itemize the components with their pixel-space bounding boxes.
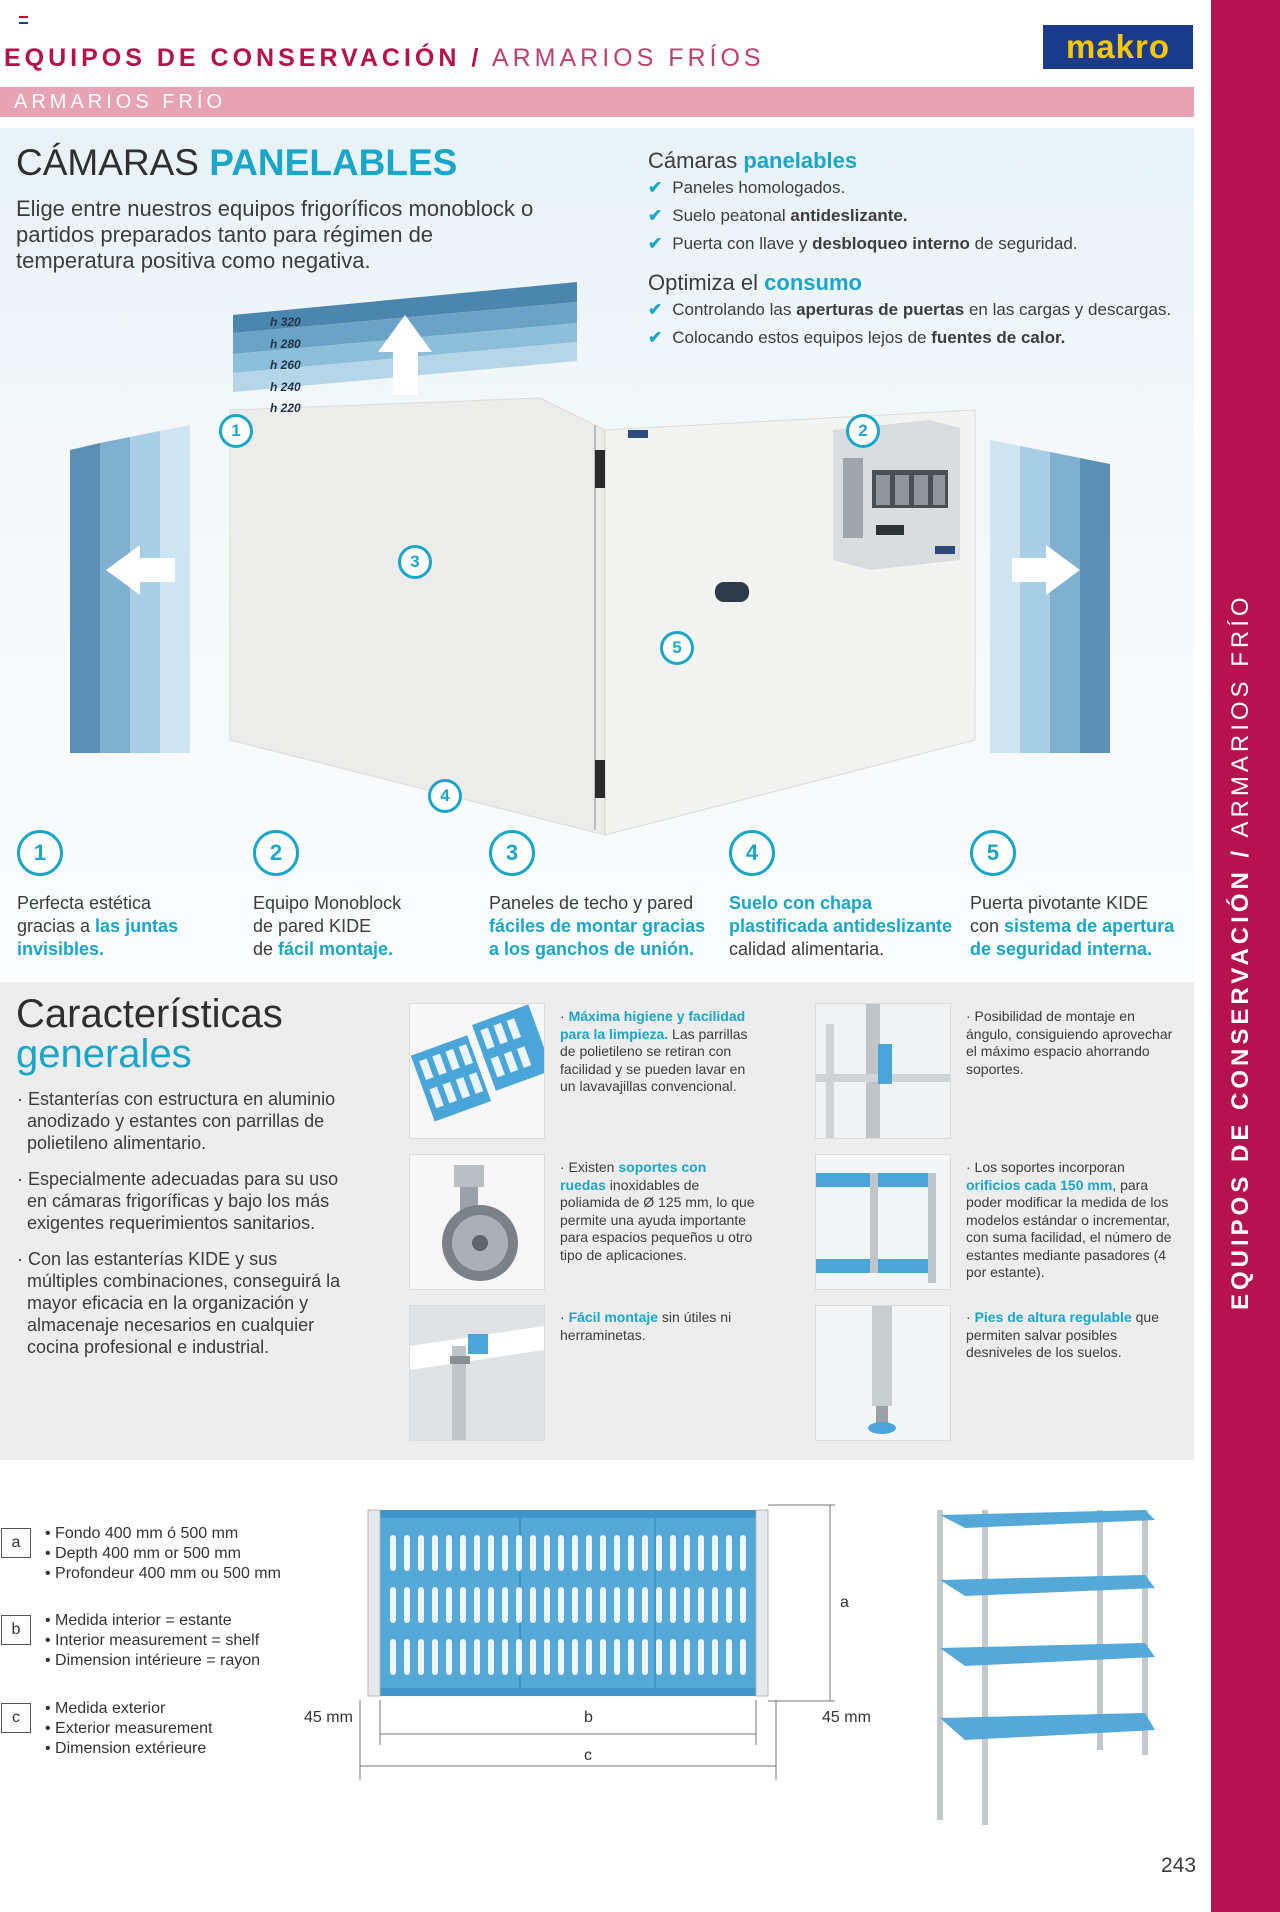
feature-1 xyxy=(17,830,237,961)
shelf-slot xyxy=(726,1535,732,1571)
marker-badge: 3 xyxy=(398,545,432,579)
shelf-slot xyxy=(404,1535,410,1571)
check-text-bold: fuentes de calor. xyxy=(931,328,1066,347)
caption-accent: las juntas xyxy=(95,916,179,936)
shelf-slot xyxy=(404,1639,410,1675)
shelf-slot xyxy=(712,1639,718,1675)
right-wall-stripes xyxy=(990,440,1110,753)
spec-line: • Depth 400 mm or 500 mm xyxy=(45,1545,241,1562)
shelf-slot xyxy=(628,1639,634,1675)
shelf-slot xyxy=(642,1639,648,1675)
spec-line: • Medida interior = estante xyxy=(45,1612,232,1629)
shelf-slot xyxy=(614,1587,620,1623)
shelf-slot xyxy=(530,1535,536,1571)
hero-intro: Elige entre nuestros equipos frigoríficos monoblock o partidos preparados tanto para régimen de temperatura positiva como negativa. xyxy=(16,196,534,273)
room-left-wall xyxy=(230,398,605,835)
shelf-slot xyxy=(740,1535,746,1571)
shelf-slot xyxy=(460,1587,466,1623)
shelf-slot xyxy=(712,1535,718,1571)
caption-text: con xyxy=(970,916,1005,936)
check-icon: ✔ xyxy=(648,206,663,225)
shelf-slot xyxy=(586,1639,592,1675)
caption-accent: Suelo con chapa xyxy=(729,893,873,913)
caption-accent: a los ganchos de unión. xyxy=(489,939,695,959)
shelf-slot xyxy=(600,1639,606,1675)
shelf-slot xyxy=(558,1587,564,1623)
feature-4 xyxy=(729,830,959,961)
spec-c xyxy=(45,1699,212,1759)
check-text: Controlando las xyxy=(672,300,797,319)
dimension-label-a: a xyxy=(840,1594,849,1611)
check-icon: ✔ xyxy=(648,328,663,347)
shelf-slot xyxy=(502,1639,508,1675)
makro-logo: makro xyxy=(1043,25,1193,69)
shelf-slot xyxy=(740,1639,746,1675)
panelables-heading-accent: panelables xyxy=(743,148,858,173)
shelf-slot xyxy=(698,1639,704,1675)
note-feet xyxy=(966,1309,1176,1362)
hero-title xyxy=(16,142,457,184)
check-item xyxy=(648,174,1078,202)
feature-badge: 2 xyxy=(253,830,299,876)
note-text: , para poder modificar la medida de los modelos estándar o incrementar, con suma facilidad, el número de estantes mediante pasadores (4 por estante). xyxy=(966,1176,1172,1280)
feature-badge: 3 xyxy=(489,830,535,876)
shelf-slot xyxy=(698,1587,704,1623)
marker-badge: 5 xyxy=(660,631,694,665)
panelables-block xyxy=(648,148,1078,258)
corner-mount-image xyxy=(815,1003,951,1139)
shelf-slot xyxy=(684,1587,690,1623)
shelf-slot xyxy=(656,1535,662,1571)
shelf-slot xyxy=(530,1639,536,1675)
note-corner xyxy=(966,1008,1176,1078)
shelf-slot xyxy=(474,1639,480,1675)
shelf-slot xyxy=(614,1535,620,1571)
note-wheels xyxy=(560,1159,755,1264)
left-gap-label: 45 mm xyxy=(304,1709,353,1726)
spec-key-b: b xyxy=(1,1615,31,1645)
check-icon: ✔ xyxy=(648,300,663,319)
shelf-slot xyxy=(404,1587,410,1623)
shelf-slot xyxy=(572,1587,578,1623)
shelf-slot xyxy=(516,1639,522,1675)
shelf-slot xyxy=(670,1535,676,1571)
shelf-slot xyxy=(642,1587,648,1623)
general-title-line: Características xyxy=(16,992,283,1036)
shelf-slot xyxy=(544,1535,550,1571)
shelf-slot xyxy=(614,1639,620,1675)
shelf-dimension-diagram xyxy=(300,1500,860,1780)
shelf-slot xyxy=(530,1587,536,1623)
general-bullet: · Estanterías con estructura en aluminio anodizado y estantes con parrillas de polietileno alimentario. xyxy=(17,1089,336,1153)
shelf-slot xyxy=(432,1587,438,1623)
shelf-slot xyxy=(502,1587,508,1623)
caption-accent: sistema de apertura xyxy=(1004,916,1175,936)
sidebar-label xyxy=(1227,593,1255,1310)
caption-line: Puerta pivotante KIDE xyxy=(970,893,1149,913)
shelf-slot xyxy=(418,1587,424,1623)
shelf-slot xyxy=(684,1535,690,1571)
check-text: Puerta con llave y xyxy=(672,234,813,253)
dimension-label-c: c xyxy=(584,1747,592,1764)
general-bullet: · Con las estanterías KIDE y sus múltiples combinaciones, conseguirá la mayor eficacia en la organización y almacenaje necesarios en cualquier cocina profesional e industrial. xyxy=(17,1249,341,1357)
note-holes xyxy=(966,1159,1181,1282)
shelf-slot xyxy=(502,1535,508,1571)
shelf-grid xyxy=(368,1510,768,1696)
shelf-slot xyxy=(474,1587,480,1623)
caption-line: de pared KIDE xyxy=(253,916,372,936)
shelf-slot xyxy=(446,1639,452,1675)
caption-text: de xyxy=(253,939,279,959)
general-bullets xyxy=(17,1088,352,1358)
section-header-bold: EQUIPOS DE CONSERVACIÓN xyxy=(4,44,461,72)
shelf-slot xyxy=(432,1639,438,1675)
caption-line xyxy=(253,938,473,961)
note-hygiene xyxy=(560,1008,755,1096)
note-assembly xyxy=(560,1309,755,1344)
spec-line: • Fondo 400 mm ó 500 mm xyxy=(45,1525,239,1542)
feature-badge: 4 xyxy=(729,830,775,876)
shelf-slot xyxy=(726,1639,732,1675)
hero-title-accent: PANELABLES xyxy=(209,142,458,183)
note-text: · Existen xyxy=(560,1159,619,1175)
shelf-slot xyxy=(712,1587,718,1623)
check-text: Paneles homologados. xyxy=(672,178,846,197)
shelf-slot xyxy=(446,1587,452,1623)
dimension-label-b: b xyxy=(584,1709,593,1726)
panelables-heading xyxy=(648,148,1078,174)
marker-badge: 2 xyxy=(846,414,880,448)
shelf-slot xyxy=(600,1587,606,1623)
shelf-slot xyxy=(726,1587,732,1623)
feature-2 xyxy=(253,830,473,961)
shelf-supports-image xyxy=(815,1154,951,1290)
kide-label-icon xyxy=(628,430,648,438)
shelf-slot xyxy=(656,1587,662,1623)
caption-accent: invisibles. xyxy=(17,939,105,959)
note-text: · Posibilidad de montaje en ángulo, consiguiendo aprovechar el máximo espacio ahorrando soportes. xyxy=(966,1008,1173,1077)
right-gap-label: 45 mm xyxy=(822,1709,871,1726)
shelf-slot xyxy=(390,1639,396,1675)
note-text: que permiten salvar posibles desniveles de los suelos. xyxy=(966,1309,1159,1360)
feature-caption xyxy=(489,892,719,961)
height-tag: h 240 xyxy=(270,379,301,394)
panelables-heading-plain: Cámaras xyxy=(648,148,738,173)
shelf-slot xyxy=(390,1535,396,1571)
height-tag: h 320 xyxy=(270,315,301,329)
shelf-slot xyxy=(670,1639,676,1675)
general-bullet: · Especialmente adecuadas para su uso en cámaras frigoríficas y bajo los más exigentes requerimientos sanitarios. xyxy=(17,1169,339,1233)
note-text: · xyxy=(560,1309,569,1325)
shelf-slot xyxy=(488,1535,494,1571)
shelf-slot xyxy=(558,1535,564,1571)
adjustable-feet-image xyxy=(815,1305,951,1441)
spec-line: • Dimension intérieure = rayon xyxy=(45,1652,261,1669)
shelf-slot xyxy=(432,1535,438,1571)
sidebar-label-thin: ARMARIOS FRÍO xyxy=(1227,593,1254,838)
note-accent: Pies de altura regulable xyxy=(974,1309,1132,1325)
note-text: · xyxy=(966,1309,975,1325)
spec-key-c: c xyxy=(1,1703,31,1733)
easy-assembly-image xyxy=(409,1305,545,1441)
note-accent: soportes con ruedas xyxy=(560,1159,707,1193)
spec-line: • Exterior measurement xyxy=(45,1720,213,1737)
caption-line: Perfecta estética xyxy=(17,893,152,913)
spec-line: • Medida exterior xyxy=(45,1700,166,1717)
feature-caption xyxy=(729,892,959,961)
note-text: inoxidables de poliamida de Ø 125 mm, lo que permite una ayuda importante para espacios pequeños u otro tipo de aplicaciones. xyxy=(560,1176,755,1263)
feature-5 xyxy=(970,830,1190,961)
shelf-slot xyxy=(600,1535,606,1571)
note-text: · Los soportes incorporan xyxy=(966,1159,1125,1175)
shelf-slot xyxy=(558,1639,564,1675)
feature-caption xyxy=(17,892,237,961)
caption-line: Equipo Monoblock xyxy=(253,893,402,913)
check-icon: ✔ xyxy=(648,234,663,253)
shelf-slot xyxy=(628,1587,634,1623)
shelf-slot xyxy=(516,1535,522,1571)
check-icon: ✔ xyxy=(648,178,663,197)
spec-key-a: a xyxy=(1,1528,31,1558)
caption-line: Paneles de techo y pared xyxy=(489,893,694,913)
check-item xyxy=(648,202,1078,230)
shelf-slot xyxy=(418,1639,424,1675)
consumo-heading-accent: consumo xyxy=(764,270,862,295)
spec-line: • Profondeur 400 mm ou 500 mm xyxy=(45,1565,281,1582)
note-text: · xyxy=(560,1008,569,1024)
check-text: de seguridad. xyxy=(969,234,1078,253)
feature-badge: 5 xyxy=(970,830,1016,876)
spec-line: • Interior measurement = shelf xyxy=(45,1632,260,1649)
feature-3 xyxy=(489,830,719,961)
shelf-slot xyxy=(642,1535,648,1571)
shelf-slot xyxy=(488,1639,494,1675)
sidebar-label-separator: / xyxy=(1227,846,1254,858)
caster-wheel-image xyxy=(409,1154,545,1290)
shelf-slot xyxy=(572,1535,578,1571)
spec-a xyxy=(45,1524,281,1584)
feature-badge: 1 xyxy=(17,830,63,876)
spec-line: • Dimension extérieure xyxy=(45,1740,207,1757)
kide-label-icon xyxy=(935,546,955,554)
shelving-unit-image xyxy=(925,1500,1165,1830)
caption-line xyxy=(17,915,237,938)
shelf-slot xyxy=(488,1587,494,1623)
feature-caption xyxy=(970,892,1190,961)
note-text: sin útiles ni herraminetas. xyxy=(560,1309,732,1343)
shelf-slot xyxy=(572,1639,578,1675)
note-text: Las parrillas de polietileno se retiran con facilidad y se pueden lavar en un lavavajillas convencional. xyxy=(560,1025,748,1094)
shelf-slot xyxy=(418,1535,424,1571)
shelf-slot xyxy=(586,1535,592,1571)
shelf-slot xyxy=(740,1587,746,1623)
caption-accent: de seguridad interna. xyxy=(970,939,1153,959)
hero-title-plain: CÁMARAS xyxy=(16,142,199,183)
shelf-slot xyxy=(390,1587,396,1623)
note-accent: orificios cada 150 mm xyxy=(966,1176,1113,1193)
note-accent: Fácil montaje xyxy=(568,1309,659,1325)
left-wall-stripes xyxy=(70,425,190,753)
shelf-slot xyxy=(586,1587,592,1623)
shelf-slot xyxy=(544,1587,550,1623)
caption-line xyxy=(970,915,1190,938)
category-banner: ARMARIOS FRÍO xyxy=(0,87,1194,117)
caption-accent: fáciles de montar gracias xyxy=(489,916,706,936)
shelf-slot xyxy=(516,1587,522,1623)
polyethylene-grid-image xyxy=(409,1003,545,1139)
general-title-accent: generales xyxy=(16,1032,192,1076)
note-accent: Máxima higiene y facilidad para la limpieza. xyxy=(560,1008,746,1042)
flag-icon xyxy=(19,16,28,23)
consumo-heading-plain: Optimiza el xyxy=(648,270,759,295)
caption-accent: plastificada antideslizante xyxy=(729,916,953,936)
shelf-slot xyxy=(684,1639,690,1675)
check-text-bold: antideslizante. xyxy=(790,206,908,225)
height-tag: h 280 xyxy=(270,336,301,351)
cold-room-illustration xyxy=(0,270,1194,860)
shelf-slot xyxy=(628,1535,634,1571)
section-header-separator: / xyxy=(471,44,483,72)
sidebar-label-bold: EQUIPOS DE CONSERVACIÓN xyxy=(1227,868,1254,1310)
check-text: en las cargas y descargas. xyxy=(964,300,1172,319)
check-text-bold: aperturas de puertas xyxy=(796,300,965,319)
check-text: Suelo peatonal xyxy=(672,206,791,225)
height-tag: h 220 xyxy=(270,401,301,415)
shelf-slot xyxy=(474,1535,480,1571)
shelf-slot xyxy=(544,1639,550,1675)
marker-badge: 4 xyxy=(428,779,462,813)
shelf-slot xyxy=(460,1639,466,1675)
shelf-slot xyxy=(698,1535,704,1571)
check-text-bold: desbloqueo interno xyxy=(812,234,970,253)
general-title xyxy=(16,994,283,1074)
section-header-thin: ARMARIOS FRÍOS xyxy=(491,44,765,72)
feature-caption xyxy=(253,892,473,961)
shelf-slot xyxy=(670,1587,676,1623)
caption-line: calidad alimentaria. xyxy=(729,939,885,959)
marker-badge: 1 xyxy=(219,414,253,448)
check-item xyxy=(648,230,1078,258)
check-text: Colocando estos equipos lejos de xyxy=(672,328,932,347)
caption-text: gracias a xyxy=(17,916,96,936)
section-header xyxy=(4,44,765,73)
caption-accent: fácil montaje. xyxy=(278,939,394,959)
shelf-slot xyxy=(460,1535,466,1571)
height-tag: h 260 xyxy=(270,358,301,372)
shelf-slot xyxy=(446,1535,452,1571)
shelf-slot xyxy=(656,1639,662,1675)
height-tags xyxy=(270,312,301,420)
page-number: 243 xyxy=(1161,1854,1197,1877)
spec-b xyxy=(45,1611,260,1671)
